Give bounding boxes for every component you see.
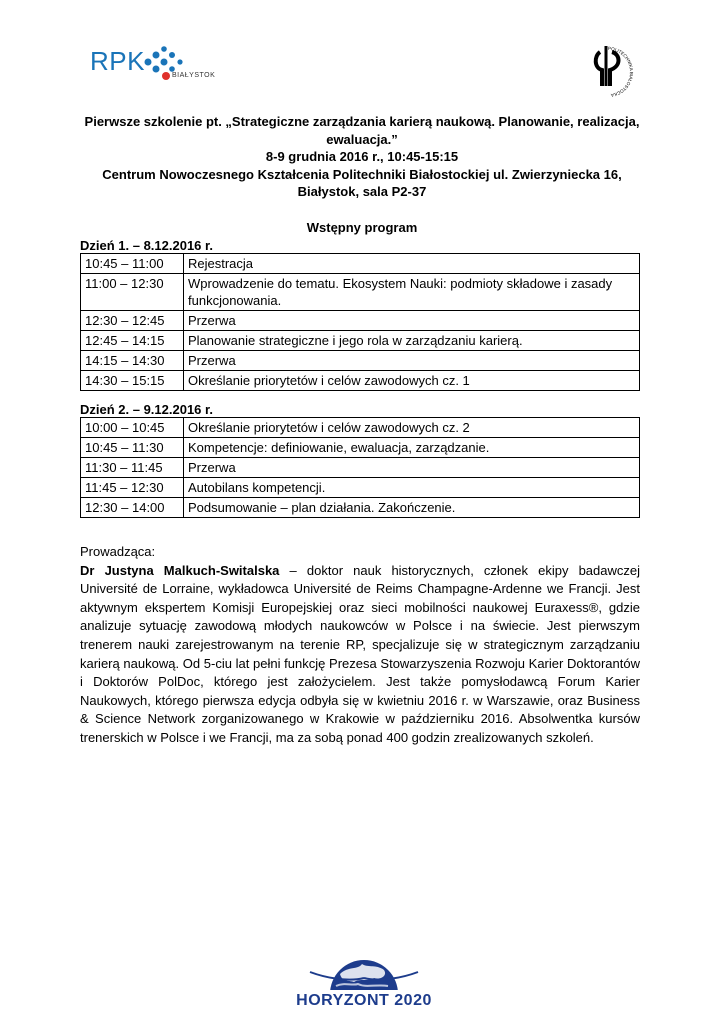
day2-schedule-table [80,417,640,518]
trainer-bio [80,543,640,748]
table-row [81,331,640,351]
day1-schedule-table [80,253,640,391]
activity-cell: Autobilans kompetencji. [184,478,640,498]
day2-label: Dzień 2. – 9.12.2016 r. [80,402,213,417]
time-cell: 14:15 – 14:30 [81,351,184,371]
table-row [81,351,640,371]
time-cell: 12:30 – 12:45 [81,311,184,331]
activity-cell: Wprowadzenie do tematu. Ekosystem Nauki: podmioty składowe i zasady funkcjonowania. [184,274,640,311]
activity-cell: Planowanie strategiczne i jego rola w zarządzaniu karierą. [184,331,640,351]
globe-icon [296,952,432,996]
politechnika-logo [578,42,638,102]
time-cell: 10:45 – 11:00 [81,254,184,274]
trainer-name: Dr Justyna Malkuch-Switalska [80,562,280,578]
activity-cell: Przerwa [184,311,640,331]
time-cell: 11:45 – 12:30 [81,478,184,498]
time-cell: 10:45 – 11:30 [81,438,184,458]
activity-cell: Przerwa [184,351,640,371]
event-title-block [80,113,644,201]
rpk-logo [90,40,220,90]
trainer-bio-text: – doktor nauk historycznych, członek ekipy badawczej Université de Lorraine, wykładowca Université de Reims Champagne-Ardenne we Francji. Jest aktywnym ekspertem Komisji Europejskiej oraz sieci mobilności naukowej Euraxess®, gdzie analizuje sytuację zawodową młodych naukowców w Polsce i na świecie. Jest pierwszym trenerem nauki zarejestrowanym na terenie RP, specjalizuje się w strategicznym zarządzaniu karierą naukową. Od 5-ciu lat pełni funkcję Prezesa Stowarzyszenia Rozwoju Karier Doktorantów i Doktorów PolDoc, którego jest założycielem. Jest także pomysłodawcą Forum Karier Naukowych, którego pierwsza edycja odbyła się w kwietniu 2016 r. w Warszawie, oraz Business & Science Network zorganizowanego w Krakowie w październiku 2016. Absolwentka kursów trenerskich w Polsce i we Francji, ma za sobą ponad 400 godzin zrealizowanych szkoleń. [80,562,641,745]
activity-cell: Przerwa [184,458,640,478]
table-row [81,274,640,311]
table-row [81,371,640,391]
horyzont-2020-logo [296,952,432,1014]
event-title-line: Pierwsze szkolenie pt. „Strategiczne zarządzania karierą naukową. Planowanie, realizacja, [84,114,640,129]
activity-cell: Określanie priorytetów i celów zawodowych cz. 2 [184,418,640,438]
event-date: 8-9 grudnia 2016 r., 10:45-15:15 [265,149,459,164]
trainer-label: Prowadząca: [80,544,156,559]
politechnika-logo-icon [578,42,638,102]
rpk-logo-text: RPK [90,46,145,76]
rpk-logo-city: BIAŁYSTOK [172,72,216,79]
table-row [81,311,640,331]
activity-cell: Rejestracja [184,254,640,274]
time-cell: 12:45 – 14:15 [81,331,184,351]
activity-cell: Podsumowanie – plan działania. Zakończenie. [184,498,640,518]
day1-label: Dzień 1. – 8.12.2016 r. [80,238,213,253]
event-room: Białystok, sala P2-37 [297,184,427,199]
table-row [81,254,640,274]
table-row [81,418,640,438]
time-cell: 11:30 – 11:45 [81,458,184,478]
table-row [81,478,640,498]
activity-cell: Kompetencje: definiowanie, ewaluacja, zarządzanie. [184,438,640,458]
time-cell: 10:00 – 10:45 [81,418,184,438]
table-row [81,498,640,518]
program-heading: Wstępny program [306,220,418,235]
table-row [81,458,640,478]
time-cell: 12:30 – 14:00 [81,498,184,518]
politechnika-logo-text: POLITECHNIKA BIAŁOSTOCKA [607,45,635,98]
trainer-description [80,562,640,748]
time-cell: 14:30 – 15:15 [81,371,184,391]
event-venue: Centrum Nowoczesnego Kształcenia Politechniki Białostockiej ul. Zwierzyniecka 16, [102,166,622,182]
event-title-line: ewaluacja.” [326,131,398,147]
time-cell: 11:00 – 12:30 [81,274,184,311]
table-row [81,438,640,458]
horyzont-2020-text: HORYZONT 2020 [296,992,432,1009]
activity-cell: Określanie priorytetów i celów zawodowych cz. 1 [184,371,640,391]
